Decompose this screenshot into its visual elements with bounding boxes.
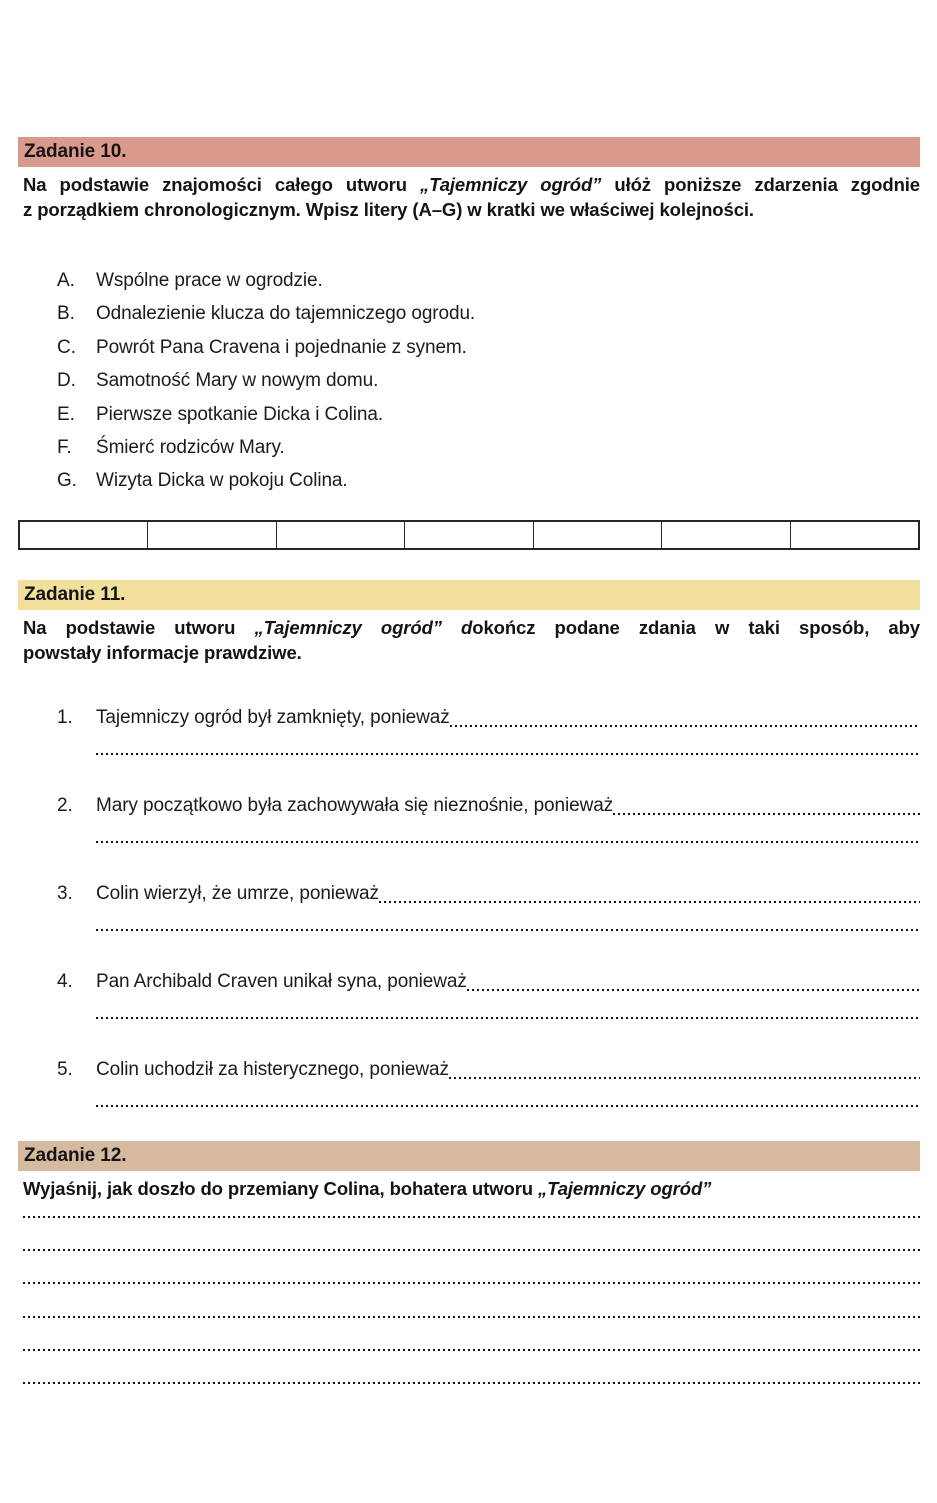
item-text: Powrót Pana Cravena i pojednanie z synem. (96, 336, 467, 358)
question-item (57, 965, 920, 1019)
item-text: Wspólne prace w ogrodzie. (96, 270, 323, 291)
question-item (57, 1053, 920, 1107)
dotted-leader[interactable] (613, 789, 920, 822)
task10-section (18, 137, 920, 550)
dotted-leader[interactable] (467, 965, 920, 998)
task11-instruction-line1 (23, 615, 920, 640)
question-number: 1. (57, 706, 73, 728)
task12-header (18, 1141, 920, 1171)
question-row (57, 701, 920, 734)
list-item (57, 431, 920, 464)
instruction-text: Wyjaśnij, jak doszło do przemiany Colina, bohatera utworu (23, 1177, 539, 1199)
instruction-text: Na podstawie utworu (23, 616, 255, 638)
question-text: Tajemniczy ogród był zamknięty, ponieważ (96, 706, 450, 728)
answer-box[interactable] (661, 522, 789, 548)
answer-box[interactable] (533, 522, 661, 548)
list-item (57, 398, 920, 431)
dotted-leader[interactable] (450, 701, 920, 734)
question-number: 4. (57, 970, 73, 992)
question-item (57, 877, 920, 931)
task11-instruction (18, 615, 920, 665)
task10-header (18, 137, 920, 167)
task10-instruction-line2: z porządkiem chronologicznym. Wpisz litery (A–G) w kratki we właściwej kolejności. (23, 199, 754, 220)
dotted-leader[interactable] (449, 1053, 920, 1086)
question-number: 3. (57, 882, 73, 904)
answer-dotted-line[interactable] (23, 1249, 920, 1251)
question-text: Pan Archibald Craven unikał syna, ponieważ (96, 970, 467, 992)
task10-instruction (18, 172, 920, 222)
question-text: Colin wierzył, że umrze, ponieważ (96, 882, 379, 904)
item-text: Samotność Mary w nowym domu. (96, 370, 379, 392)
question-text: Colin uchodził za histerycznego, ponieważ (96, 1058, 449, 1080)
answer-box[interactable] (276, 522, 404, 548)
question-item (57, 789, 920, 843)
question-row (57, 965, 920, 998)
instruction-text: ułóż poniższe zdarzenia zgodnie (601, 174, 920, 195)
task11-title: Zadanie 11. (24, 583, 126, 605)
answer-dotted-line[interactable] (23, 1349, 920, 1351)
item-letter: C. (57, 336, 76, 358)
answer-dotted-line[interactable] (96, 841, 920, 843)
task11-section (18, 580, 920, 1107)
book-title: „Tajemniczy ogród” d (254, 616, 473, 638)
item-letter: D. (57, 370, 76, 392)
question-row (57, 1053, 920, 1086)
task12-section (18, 1141, 920, 1384)
list-item (57, 464, 920, 497)
item-letter: E. (57, 403, 75, 425)
answer-dotted-line[interactable] (23, 1316, 920, 1318)
answer-box[interactable] (147, 522, 275, 548)
task10-event-list (57, 264, 920, 498)
task10-instruction-line1 (23, 172, 920, 197)
answer-box[interactable] (404, 522, 532, 548)
dotted-leader[interactable] (379, 877, 920, 910)
item-text: Pierwsze spotkanie Dicka i Colina. (96, 403, 383, 425)
list-item (57, 264, 920, 297)
item-letter: A. (57, 270, 75, 291)
answer-dotted-line[interactable] (23, 1382, 920, 1384)
answer-dotted-line[interactable] (96, 1105, 920, 1107)
answer-dotted-line[interactable] (23, 1282, 920, 1284)
task11-instruction-line2: powstały informacje prawdziwe. (23, 641, 302, 663)
task12-instruction-line1 (23, 1176, 920, 1201)
question-number: 5. (57, 1058, 73, 1080)
item-text: Śmierć rodziców Mary. (96, 437, 285, 459)
task11-header (18, 580, 920, 610)
item-text: Odnalezienie klucza do tajemniczego ogrodu. (96, 303, 476, 325)
question-row (57, 789, 920, 822)
book-title: „Tajemniczy ogród” (538, 1177, 712, 1199)
book-title: „Tajemniczy ogród” (420, 174, 602, 195)
instruction-text: Na podstawie znajomości całego utworu (23, 174, 421, 195)
list-item (57, 297, 920, 330)
question-text: Mary początkowo była zachowywała się nieznośnie, ponieważ (96, 794, 614, 816)
task10-title: Zadanie 10. (24, 141, 127, 162)
answer-dotted-line[interactable] (96, 929, 920, 931)
answer-box[interactable] (20, 522, 147, 548)
task10-answer-table (18, 520, 920, 550)
task12-answer-area (23, 1216, 920, 1384)
instruction-text: okończ podane zdania w taki sposób, aby (472, 616, 920, 638)
task12-instruction (18, 1176, 920, 1201)
item-text: Wizyta Dicka w pokoju Colina. (96, 470, 348, 492)
item-letter: F. (57, 437, 72, 459)
question-row (57, 877, 920, 910)
item-letter: G. (57, 470, 77, 492)
answer-box[interactable] (790, 522, 918, 548)
answer-dotted-line[interactable] (96, 753, 920, 755)
item-letter: B. (57, 303, 75, 325)
list-item (57, 364, 920, 397)
list-item (57, 331, 920, 364)
question-item (57, 701, 920, 755)
answer-dotted-line[interactable] (23, 1216, 920, 1218)
task12-title: Zadanie 12. (24, 1144, 127, 1166)
task11-question-list (57, 701, 920, 1107)
answer-dotted-line[interactable] (96, 1017, 920, 1019)
question-number: 2. (57, 794, 73, 816)
